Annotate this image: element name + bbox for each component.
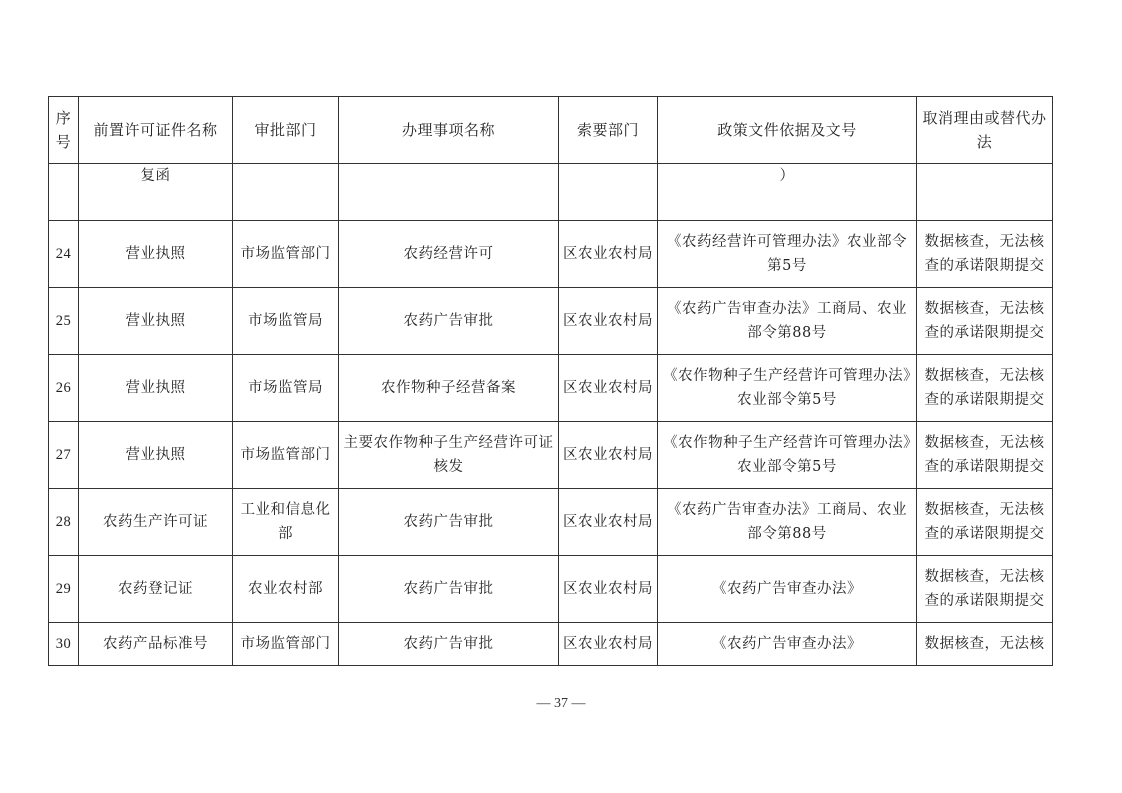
cell-requesting-dept: 区农业农村局 [559, 623, 658, 666]
cell-reason: 数据核查，无法核 [917, 623, 1053, 666]
cell-permit-name: 农药产品标准号 [79, 623, 233, 666]
header-requesting-dept: 索要部门 [559, 97, 658, 164]
cell-permit-name: 营业执照 [79, 288, 233, 355]
cell-item-name: 农药经营许可 [339, 221, 559, 288]
cell-approval-dept: 市场监管局 [233, 288, 339, 355]
table-row [49, 288, 1053, 355]
cell-reason: 数据核查，无法核查的承诺限期提交 [917, 355, 1053, 422]
table-row [49, 422, 1053, 489]
page-number: — 37 — [536, 696, 586, 711]
cell-policy: 《农药广告审查办法》 [658, 623, 917, 666]
cell-no: 30 [49, 623, 79, 666]
cell-requesting-dept: 区农业农村局 [559, 221, 658, 288]
cell-requesting-dept: 区农业农村局 [559, 288, 658, 355]
table-row [49, 355, 1053, 422]
cell-approval-dept: 市场监管局 [233, 355, 339, 422]
cell-no [49, 164, 79, 221]
cell-permit-name: 农药登记证 [79, 556, 233, 623]
header-reason: 取消理由或替代办法 [917, 97, 1053, 164]
cell-policy: 《农药经营许可管理办法》农业部令第5号 [658, 221, 917, 288]
cell-requesting-dept: 区农业农村局 [559, 422, 658, 489]
header-policy: 政策文件依据及文号 [658, 97, 917, 164]
cell-approval-dept [233, 164, 339, 221]
cell-requesting-dept: 区农业农村局 [559, 556, 658, 623]
cell-permit-name: 农药生产许可证 [79, 489, 233, 556]
cell-permit-name: 营业执照 [79, 355, 233, 422]
cell-item-name: 农作物种子经营备案 [339, 355, 559, 422]
cell-requesting-dept [559, 164, 658, 221]
cell-approval-dept: 市场监管部门 [233, 221, 339, 288]
header-permit-name: 前置许可证件名称 [79, 97, 233, 164]
cell-policy: 《农药广告审查办法》工商局、农业部令第88号 [658, 489, 917, 556]
cell-reason [917, 164, 1053, 221]
table-row [49, 556, 1053, 623]
cell-policy: 《农药广告审查办法》工商局、农业部令第88号 [658, 288, 917, 355]
cell-approval-dept: 农业农村部 [233, 556, 339, 623]
cell-permit-name: 营业执照 [79, 422, 233, 489]
table-header-row [49, 97, 1053, 164]
cell-item-name [339, 164, 559, 221]
cell-policy: 《农作物种子生产经营许可管理办法》农业部令第5号 [658, 422, 917, 489]
cell-no: 24 [49, 221, 79, 288]
cell-requesting-dept: 区农业农村局 [559, 355, 658, 422]
table-row [49, 623, 1053, 666]
cell-policy: ） [658, 164, 917, 221]
cell-approval-dept: 市场监管部门 [233, 422, 339, 489]
cell-permit-name: 营业执照 [79, 221, 233, 288]
cell-no: 25 [49, 288, 79, 355]
cell-no: 26 [49, 355, 79, 422]
cell-requesting-dept: 区农业农村局 [559, 489, 658, 556]
header-no: 序号 [49, 97, 79, 164]
cell-item-name: 农药广告审批 [339, 288, 559, 355]
permit-table [48, 96, 1053, 666]
cell-no: 28 [49, 489, 79, 556]
cell-policy: 《农药广告审查办法》 [658, 556, 917, 623]
cell-approval-dept: 市场监管部门 [233, 623, 339, 666]
cell-item-name: 农药广告审批 [339, 556, 559, 623]
cell-item-name: 农药广告审批 [339, 489, 559, 556]
header-item-name: 办理事项名称 [339, 97, 559, 164]
cell-reason: 数据核查，无法核查的承诺限期提交 [917, 489, 1053, 556]
cell-reason: 数据核查，无法核查的承诺限期提交 [917, 422, 1053, 489]
cell-no: 27 [49, 422, 79, 489]
header-approval-dept: 审批部门 [233, 97, 339, 164]
cell-item-name: 农药广告审批 [339, 623, 559, 666]
cell-no: 29 [49, 556, 79, 623]
cell-approval-dept: 工业和信息化部 [233, 489, 339, 556]
table-row-continuation [49, 164, 1053, 221]
cell-permit-name: 复函 [79, 164, 233, 221]
table-row [49, 221, 1053, 288]
cell-reason: 数据核查，无法核查的承诺限期提交 [917, 221, 1053, 288]
cell-reason: 数据核查，无法核查的承诺限期提交 [917, 288, 1053, 355]
cell-item-name: 主要农作物种子生产经营许可证核发 [339, 422, 559, 489]
cell-reason: 数据核查，无法核查的承诺限期提交 [917, 556, 1053, 623]
table-row [49, 489, 1053, 556]
cell-policy: 《农作物种子生产经营许可管理办法》农业部令第5号 [658, 355, 917, 422]
